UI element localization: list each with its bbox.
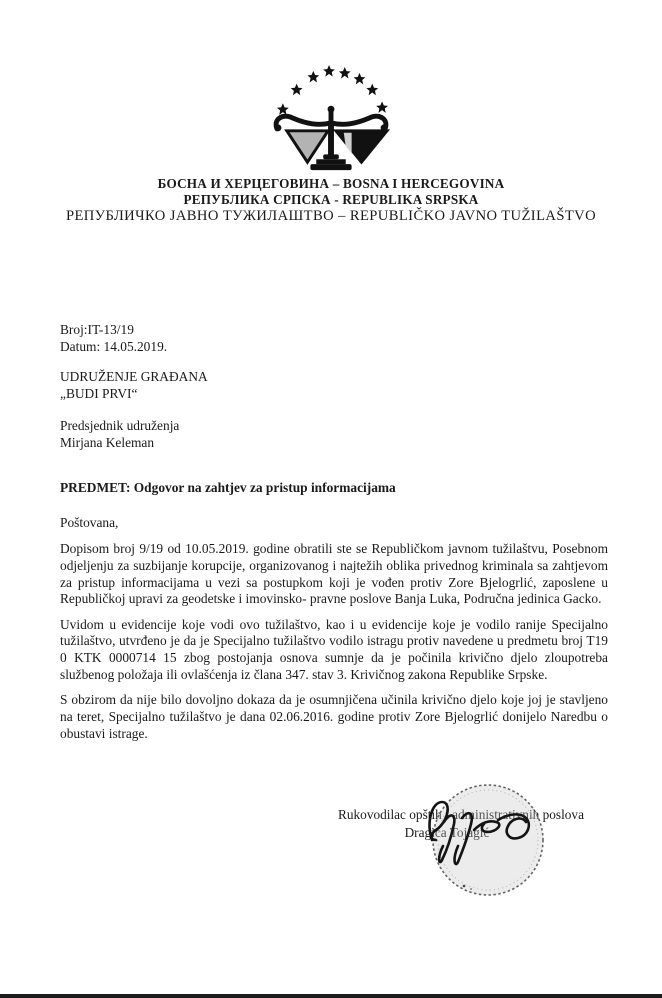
scales [275,106,388,170]
recipient-organization-block [60,369,608,403]
reference-number: Broj:IT-13/19 [60,322,134,337]
paragraph-3: S obzirom da nije bilo dovoljno dokaza da je osumnjičena učinila krivično djelo koje joj je stavljeno na teret, Specijalno tužilaštvo je dana 02.06.2016. godine protiv Zore Bjelogrlić donijelo Naredbu o obustavi istrage. [60,692,608,741]
reference-block [60,322,608,355]
recipient-organization-name: „BUDI PRVI“ [60,385,138,401]
signatory-title: Rukovodilac opštih i administrativnih poslova [338,807,584,822]
recipient-contact-title: Predsjednik udruženja [60,417,180,433]
paragraph-2: Uvidom u evidencije koje vodi ovo tužilaštvo, kao i u evidencije koje je vodilo ranije Specijalno tužilaštvo, utvrđeno je da je Specijalno tužilaštvo vodilo istragu protiv navedene u predmetu broj T19 0 KTK 0000714 15 zbog postojanja osnova sumnje da je počinila krivično djelo zloupotreba službenog položaja ili ovlašćenja iz člana 347. stav 3. Krivičnog zakona Republike Srpske. [60,616,608,683]
recipient-contact-name: Mirjana Keleman [60,434,155,450]
recipient-organization: UDRUŽENJE GRAĐANA [60,369,208,385]
letterhead [0,176,662,225]
reference-date: Datum: 14.05.2019. [60,338,168,354]
paragraph-1: Dopisom broj 9/19 od 10.05.2019. godine obratili ste se Republičkom javnom tužilaštvu, Posebnom odjeljenju za suzbijanje korupcije, organizovanog i najtežih oblika privednog kriminala sa zahtjevom za pristup informacijama u vezi sa postupkom koji je vođen protiv Zore Bjelogrlić, zaposlene u Republičkoj upravi za geodetske i imovinsko- pravne poslove Banja Luka, Područna jedinica Gacko. [60,540,608,607]
letter-body [60,322,608,743]
recipient-contact-block [60,418,608,452]
scanned-letter-page [0,64,662,998]
signatory-name: Dragica Tojagić [404,824,490,840]
header-institution-line: РЕПУБЛИЧКО ЈАВНО ТУЖИЛАШТВО – REPUBLIČKO JAVNO TUŽILAŠTVO [65,208,597,224]
scan-edge-artifact [0,994,662,998]
scales-of-justice-icon [267,64,395,174]
round-stamp-icon [424,778,552,908]
subject-line: PREDMET: Odgovor na zahtjev za pristup informacijama [60,480,396,496]
coat-of-arms [267,64,395,174]
stamp-and-signature [424,778,552,908]
header-country-line: БОСНА И ХЕРЦЕГОВИНА – BOSNA I HERCEGOVINA [157,176,505,191]
header-entity-line: РЕПУБЛИКА СРПСКА - REPUBLIKA SRPSKA [183,192,479,207]
salutation: Poštovana, [60,515,119,531]
